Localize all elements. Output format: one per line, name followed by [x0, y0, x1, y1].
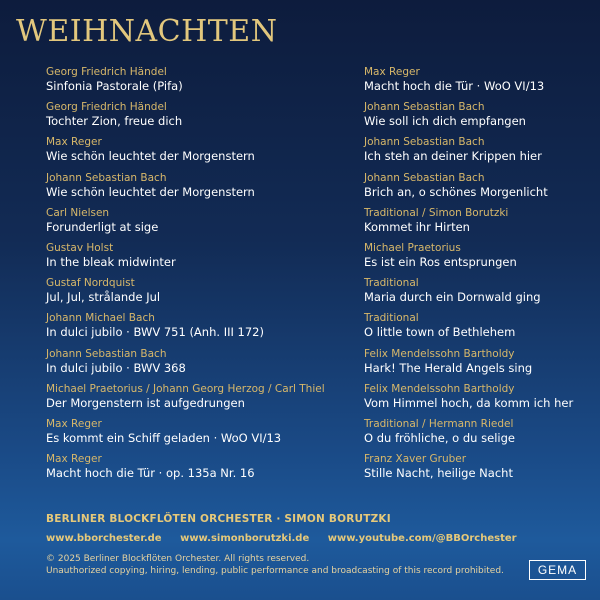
track-composer: Traditional [364, 277, 419, 290]
track-title: O little town of Bethlehem [364, 325, 516, 340]
track-title: Jul, Jul, strålande Jul [46, 290, 161, 305]
tracklist-right [364, 66, 594, 488]
track-item [364, 242, 594, 277]
track-item [46, 66, 346, 101]
website-link[interactable]: www.simonborutzki.de [180, 533, 310, 544]
website-links [46, 533, 586, 544]
track-composer: Carl Nielsen [46, 206, 110, 219]
copyright-block [46, 553, 504, 577]
track-composer: Max Reger [46, 453, 102, 466]
youtube-link[interactable]: www.youtube.com/@BBOrchester [327, 533, 517, 544]
track-title: Stille Nacht, heilige Nacht [364, 466, 513, 481]
track-composer: Felix Mendelssohn Bartholdy [364, 382, 515, 395]
track-item [46, 383, 346, 418]
track-title: In dulci jubilo · BWV 751 (Anh. III 172) [46, 325, 264, 340]
copyright-text: © 2025 Berliner Blockflöten Orchester. All rights reserved. [46, 554, 310, 564]
track-item [364, 348, 594, 383]
track-title: Wie schön leuchtet der Morgenstern [46, 149, 255, 164]
track-composer: Johann Sebastian Bach [364, 136, 485, 149]
track-item [364, 66, 594, 101]
track-composer: Gustav Holst [46, 241, 114, 254]
orchestra-credit: BERLINER BLOCKFLÖTEN ORCHESTER · SIMON BORUTZKI [46, 513, 391, 525]
track-item [46, 312, 346, 347]
track-title: Es ist ein Ros entsprungen [364, 254, 517, 269]
track-title: Macht hoch die Tür · WoO VI/13 [364, 79, 545, 93]
track-item [46, 418, 346, 453]
track-title: In the bleak midwinter [46, 254, 176, 269]
track-item [46, 172, 346, 207]
track-title: Macht hoch die Tür · op. 135a Nr. 16 [46, 466, 255, 481]
track-item [364, 312, 594, 347]
gema-logo: GEMA [529, 560, 586, 580]
track-title: Brich an, o schönes Morgenlicht [364, 184, 548, 199]
track-item [46, 207, 346, 242]
website-link[interactable]: www.bborchester.de [46, 533, 162, 544]
track-item [46, 101, 346, 136]
credits-footer [46, 513, 586, 544]
track-composer: Georg Friedrich Händel [46, 101, 167, 114]
track-item [364, 207, 594, 242]
tracklist-left [46, 66, 346, 488]
track-title: Forunderligt at sige [46, 219, 159, 234]
track-item [364, 453, 594, 488]
track-composer: Michael Praetorius / Johann Georg Herzog / Carl Thiel [46, 382, 325, 395]
track-composer: Franz Xaver Gruber [364, 453, 467, 466]
track-item [46, 453, 346, 488]
track-item [364, 418, 594, 453]
track-title: Kommet ihr Hirten [364, 219, 470, 234]
track-item [46, 136, 346, 171]
track-composer: Max Reger [364, 66, 420, 78]
track-item [364, 101, 594, 136]
track-title: Tochter Zion, freue dich [46, 114, 183, 129]
track-title: Ich steh an deiner Krippen hier [364, 149, 542, 164]
track-item [46, 348, 346, 383]
track-composer: Traditional / Simon Borutzki [364, 206, 509, 219]
track-item [364, 277, 594, 312]
track-title: Der Morgenstern ist aufgedrungen [46, 395, 245, 410]
track-title: Wie schön leuchtet der Morgenstern [46, 184, 255, 199]
track-item [364, 383, 594, 418]
track-title: In dulci jubilo · BWV 368 [46, 360, 186, 375]
track-composer: Johann Michael Bach [46, 312, 155, 325]
track-item [46, 242, 346, 277]
track-composer: Johann Sebastian Bach [364, 171, 485, 184]
track-composer: Max Reger [46, 136, 102, 149]
track-composer: Georg Friedrich Händel [46, 66, 167, 78]
track-title: Vom Himmel hoch, da komm ich her [364, 395, 574, 410]
track-composer: Johann Sebastian Bach [364, 101, 485, 114]
track-item [364, 136, 594, 171]
track-item [364, 172, 594, 207]
rights-notice: Unauthorized copying, hiring, lending, public performance and broadcasting of this record prohibited. [46, 566, 504, 576]
track-title: Sinfonia Pastorale (Pifa) [46, 79, 183, 93]
track-composer: Felix Mendelssohn Bartholdy [364, 347, 515, 360]
track-title: Hark! The Herald Angels sing [364, 360, 533, 375]
track-title: O du fröhliche, o du selige [364, 430, 515, 445]
track-composer: Max Reger [46, 417, 102, 430]
album-title: WEIHNACHTEN [16, 14, 278, 49]
track-composer: Johann Sebastian Bach [46, 347, 167, 360]
track-title: Maria durch ein Dornwald ging [364, 290, 541, 305]
track-composer: Traditional [364, 312, 419, 325]
track-composer: Michael Praetorius [364, 241, 461, 254]
track-title: Wie soll ich dich empfangen [364, 114, 526, 129]
track-composer: Gustaf Nordquist [46, 277, 135, 290]
track-composer: Johann Sebastian Bach [46, 171, 167, 184]
track-title: Es kommt ein Schiff geladen · WoO VI/13 [46, 430, 282, 445]
track-item [46, 277, 346, 312]
track-composer: Traditional / Hermann Riedel [364, 417, 514, 430]
